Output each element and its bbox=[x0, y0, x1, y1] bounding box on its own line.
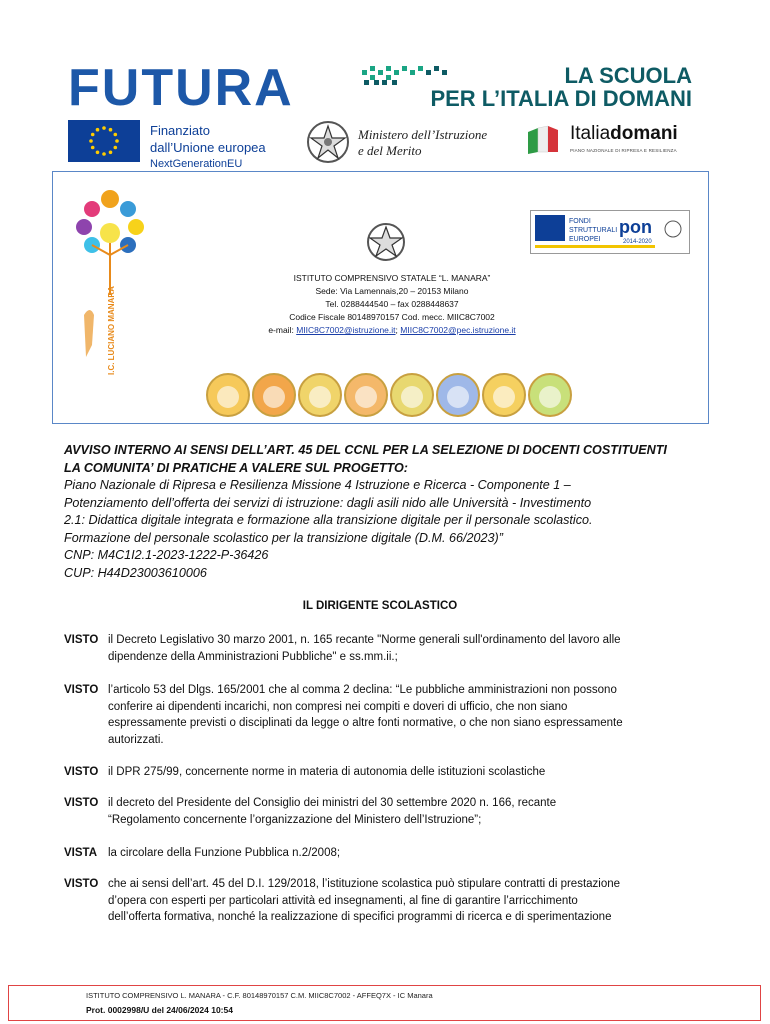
consideration-keyword: VISTO bbox=[64, 684, 99, 696]
avviso-heading bbox=[64, 442, 704, 582]
consideration-text-cont: autorizzati. bbox=[108, 733, 164, 746]
consideration-keyword: VISTA bbox=[64, 847, 98, 859]
italia-word: Italia bbox=[570, 123, 611, 144]
eu-line-3: NextGenerationEU bbox=[150, 158, 243, 170]
footer-institute-line: ISTITUTO COMPRENSIVO L. MANARA - C.F. 80148970157 C.M. MIIC8C7002 - AFFEQ7X - IC Manara bbox=[86, 991, 433, 1000]
italia-domani-subtitle: PIANO NAZIONALE DI RIPRESA E RESILIENZA bbox=[570, 148, 677, 153]
eu-funding-text bbox=[150, 122, 266, 173]
eu-star bbox=[96, 128, 100, 132]
email-link-istruzione[interactable]: MIIC8C7002@istruzione.it bbox=[296, 325, 396, 335]
dirigente-heading: IL DIRIGENTE SCOLASTICO bbox=[302, 600, 458, 612]
eu-star bbox=[102, 126, 106, 130]
eu-line-2: dall’Unione europea bbox=[150, 140, 266, 155]
ministero-line-1: Ministero dell’Istruzione bbox=[358, 127, 488, 142]
footer-protocol-line: Prot. 0002998/U del 24/06/2024 10:54 bbox=[86, 1005, 233, 1015]
eu-star bbox=[109, 128, 113, 132]
eu-star bbox=[114, 146, 118, 150]
consideration-text-cont: d’opera con esperti per particolari attività ed insegnamenti, al fine di garantire l’arricchimento bbox=[108, 894, 578, 907]
italia-domani-logo bbox=[570, 124, 678, 144]
avviso-line-4: Potenziamento dell’offerta dei servizi di istruzione: dagli asili nido alle Università - Investimento bbox=[64, 495, 592, 510]
consideration-text-cont: dell’offerta formativa, nonché la realizzazione di specifici programmi di ricerca e di sperimentazione bbox=[108, 911, 612, 924]
avviso-title-line-1: AVVISO INTERNO AI SENSI DELL’ART. 45 DEL CCNL PER LA SELEZIONE DI DOCENTI COSTITUENTI bbox=[64, 443, 667, 457]
eu-star bbox=[96, 151, 100, 155]
consideration-text: la circolare della Funzione Pubblica n.2/2008; bbox=[108, 847, 341, 859]
email-link-pec[interactable]: MIIC8C7002@pec.istruzione.it bbox=[400, 325, 516, 335]
institute-email-line bbox=[150, 324, 634, 337]
institute-info bbox=[150, 272, 634, 337]
consideration-text-cont: conferire ai dipendenti incarichi, non compresi nei compiti e doveri di ufficio, che non siano bbox=[108, 700, 568, 713]
eu-star bbox=[109, 151, 113, 155]
consideration-keyword: VISTO bbox=[64, 797, 99, 809]
avviso-line-6: Formazione del personale scolastico per la transizione digitale (D.M. 66/2023)” bbox=[64, 530, 503, 545]
avviso-cup: CUP: H44D23003610006 bbox=[64, 565, 207, 580]
scuola-line-2: PER L’ITALIA DI DOMANI bbox=[430, 86, 692, 111]
consideration-text-cont: dipendenze della Amministrazioni Pubbliche" e ss.mm.ii.; bbox=[108, 650, 398, 663]
avviso-cnp: CNP: M4C1I2.1-2023-1222-P-36426 bbox=[64, 548, 269, 562]
consideration-text: che ai sensi dell’art. 45 del D.I. 129/2018, l’istituzione scolastica può stipulare contratti di prestazione bbox=[108, 878, 621, 890]
consideration-text: l’articolo 53 del Dlgs. 165/2001 che al comma 2 declina: “Le pubbliche amministrazioni non possono bbox=[108, 684, 617, 696]
domani-word: domani bbox=[610, 123, 678, 144]
consideration-1 bbox=[64, 632, 714, 665]
consideration-keyword: VISTO bbox=[64, 766, 99, 778]
ic-manara-side-logo bbox=[70, 185, 152, 383]
consideration-text: il DPR 275/99, concernente norme in materia di autonomia delle istituzioni scolastiche bbox=[108, 766, 546, 778]
consideration-6 bbox=[64, 876, 714, 926]
email-separator: ; bbox=[395, 325, 401, 335]
eu-star bbox=[89, 139, 93, 143]
eu-star bbox=[91, 133, 95, 137]
pon-fondi-line1: FONDI bbox=[569, 218, 591, 225]
eu-line-1: Finanziato bbox=[150, 123, 210, 138]
consideration-5 bbox=[64, 845, 714, 862]
institute-codes: Codice Fiscale 80148970157 Cod. mecc. MIIC8C7002 bbox=[289, 312, 495, 322]
pon-fondi-strutturali-logo bbox=[530, 210, 690, 254]
pon-word: pon bbox=[619, 217, 652, 237]
scuola-line-1: LA SCUOLA bbox=[564, 63, 692, 88]
consideration-keyword: VISTO bbox=[64, 878, 99, 890]
eu-star bbox=[114, 133, 118, 137]
eu-star bbox=[102, 152, 106, 156]
futura-logo: FUTURA bbox=[68, 59, 294, 117]
eu-star bbox=[91, 146, 95, 150]
institute-address: Sede: Via Lamennais,20 – 20153 Milano bbox=[315, 286, 469, 296]
italia-domani-flag-icon bbox=[524, 124, 564, 156]
la-scuola-logo bbox=[370, 64, 692, 110]
pon-fondi-line2: STRUTTURALI bbox=[569, 227, 618, 234]
eu-flag-icon bbox=[68, 120, 140, 162]
consideration-2 bbox=[64, 682, 714, 748]
italian-republic-emblem-icon bbox=[302, 118, 354, 166]
institute-phone: Tel. 0288444540 – fax 0288448637 bbox=[325, 299, 459, 309]
ministero-line-2: e del Merito bbox=[358, 143, 422, 158]
consideration-4 bbox=[64, 795, 714, 828]
avviso-title-line-2: LA COMUNITA’ DI PRATICHE A VALERE SUL PROGETTO: bbox=[64, 460, 409, 475]
consideration-text: il Decreto Legislativo 30 marzo 2001, n. 165 recante "Norme generali sull'ordinamento del lavoro alle bbox=[108, 634, 621, 646]
school-badges-row bbox=[204, 371, 576, 419]
pon-fondi-line3: EUROPEI bbox=[569, 236, 601, 243]
consideration-3 bbox=[64, 764, 714, 781]
eu-star bbox=[115, 139, 119, 143]
italian-republic-emblem-icon-small bbox=[362, 220, 410, 266]
consideration-keyword: VISTO bbox=[64, 634, 99, 646]
pon-years: 2014-2020 bbox=[623, 239, 652, 245]
institute-name: ISTITUTO COMPRENSIVO STATALE “L. MANARA” bbox=[293, 273, 491, 283]
consideration-text-cont: “Regolamento concernente l’organizzazione del Ministero dell’Istruzione”; bbox=[108, 813, 482, 826]
avviso-line-5: 2.1: Didattica digitale integrata e formazione alla transizione digitale per il personale scolastico. bbox=[64, 513, 593, 527]
consideration-text: il decreto del Presidente del Consiglio dei ministri del 30 settembre 2020 n. 166, recante bbox=[108, 797, 557, 809]
side-logo-label: I.C. LUCIANO MANARA bbox=[107, 286, 116, 375]
ministero-logo-text bbox=[358, 127, 487, 159]
email-label: e-mail: bbox=[268, 325, 297, 335]
avviso-line-3: Piano Nazionale di Ripresa e Resilienza Missione 4 Istruzione e Ricerca - Componente 1 – bbox=[64, 478, 571, 492]
consideration-text-cont: espressamente previsti o disciplinati da legge o altre fonti normative, o che non siano espressamente bbox=[108, 717, 623, 730]
